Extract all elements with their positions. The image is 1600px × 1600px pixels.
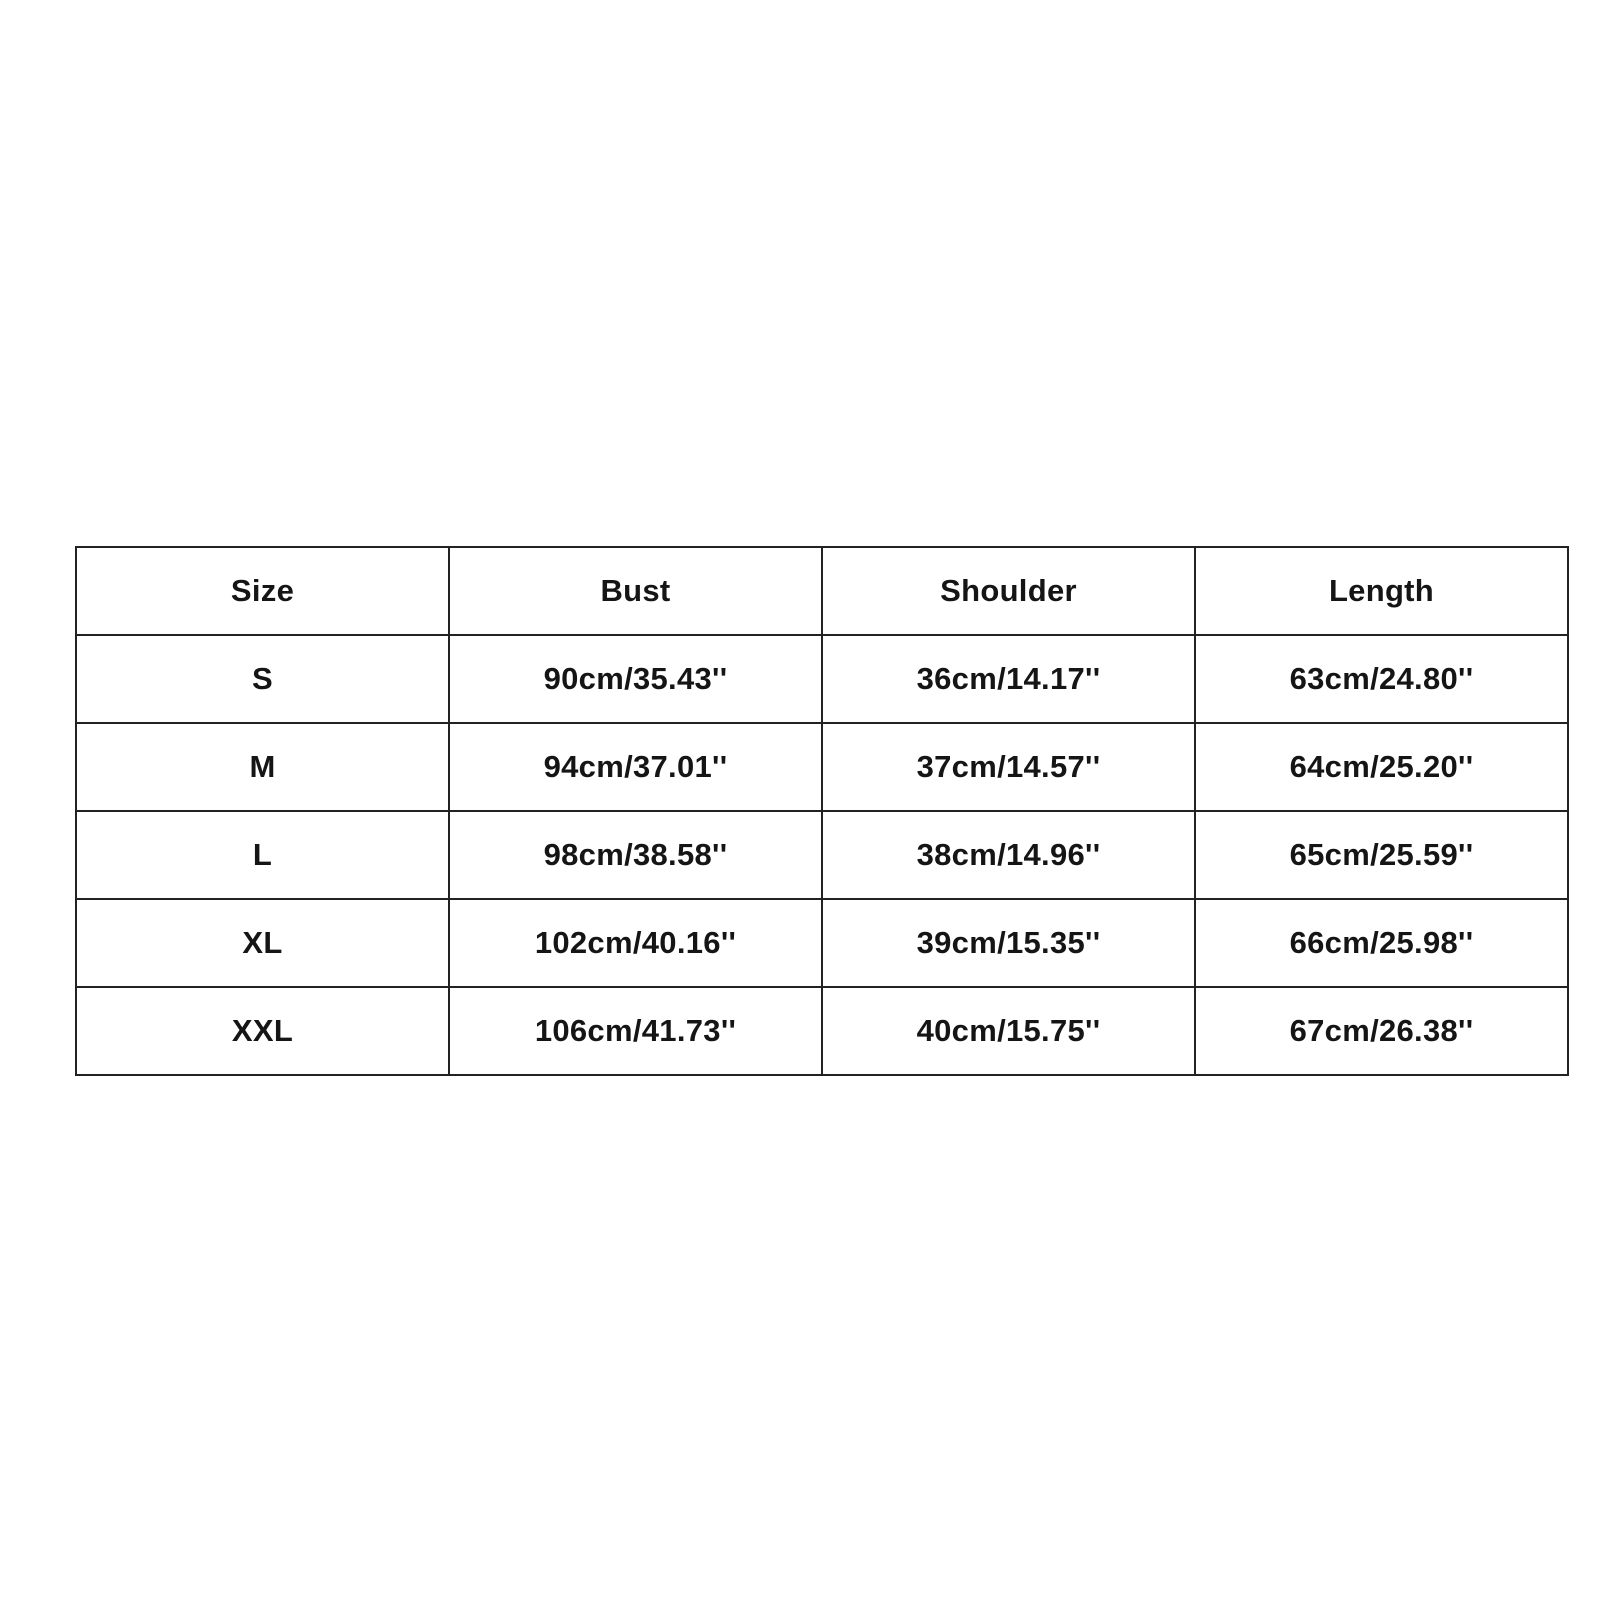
cell-bust: 90cm/35.43'' — [449, 635, 822, 723]
cell-shoulder: 36cm/14.17'' — [822, 635, 1195, 723]
cell-size: S — [76, 635, 449, 723]
header-shoulder: Shoulder — [822, 547, 1195, 635]
header-bust: Bust — [449, 547, 822, 635]
cell-bust: 106cm/41.73'' — [449, 987, 822, 1075]
size-chart-header — [76, 547, 1568, 635]
size-chart-table — [75, 546, 1569, 1076]
cell-bust: 102cm/40.16'' — [449, 899, 822, 987]
cell-length: 66cm/25.98'' — [1195, 899, 1568, 987]
table-row — [76, 811, 1568, 899]
cell-size: L — [76, 811, 449, 899]
cell-shoulder: 38cm/14.96'' — [822, 811, 1195, 899]
table-row — [76, 987, 1568, 1075]
cell-shoulder: 39cm/15.35'' — [822, 899, 1195, 987]
cell-size: XXL — [76, 987, 449, 1075]
header-length: Length — [1195, 547, 1568, 635]
cell-size: XL — [76, 899, 449, 987]
cell-length: 67cm/26.38'' — [1195, 987, 1568, 1075]
cell-shoulder: 37cm/14.57'' — [822, 723, 1195, 811]
cell-bust: 94cm/37.01'' — [449, 723, 822, 811]
table-row — [76, 899, 1568, 987]
cell-length: 63cm/24.80'' — [1195, 635, 1568, 723]
header-row — [76, 547, 1568, 635]
cell-shoulder: 40cm/15.75'' — [822, 987, 1195, 1075]
header-size: Size — [76, 547, 449, 635]
table-row — [76, 723, 1568, 811]
table-row — [76, 635, 1568, 723]
cell-size: M — [76, 723, 449, 811]
cell-length: 64cm/25.20'' — [1195, 723, 1568, 811]
size-chart-body — [76, 635, 1568, 1075]
cell-length: 65cm/25.59'' — [1195, 811, 1568, 899]
cell-bust: 98cm/38.58'' — [449, 811, 822, 899]
